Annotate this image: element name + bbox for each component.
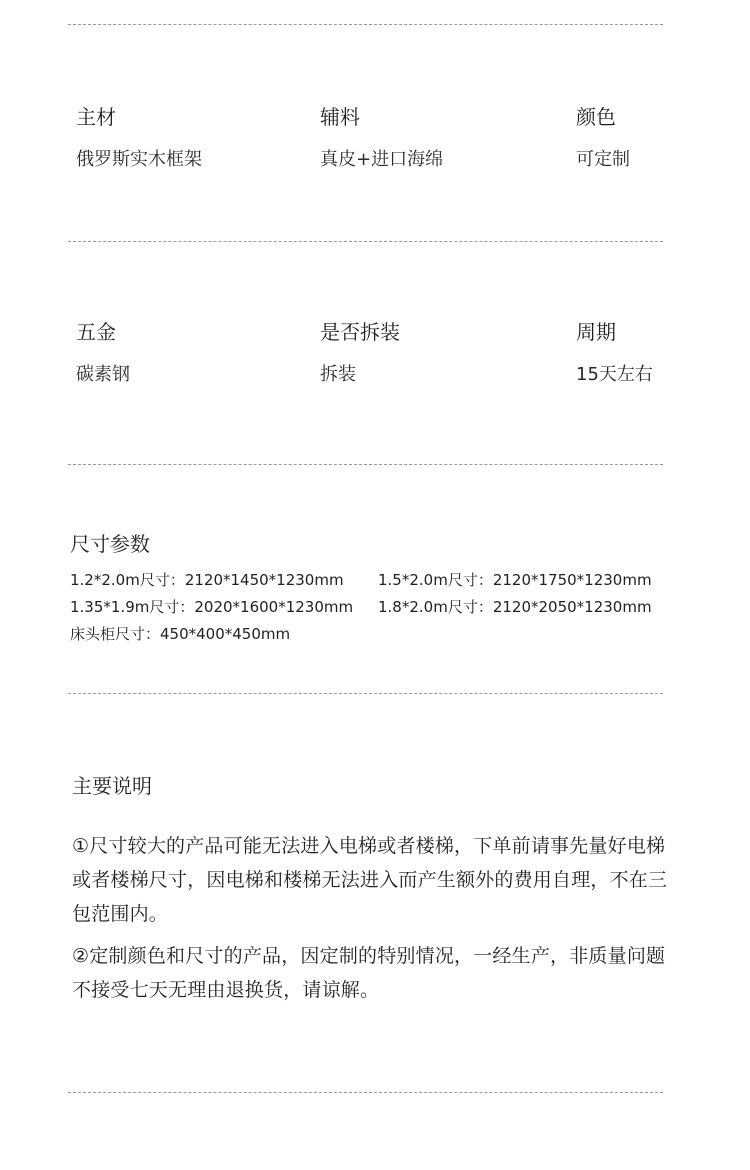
size-bed-1-2: 1.2*2.0m尺寸：2120*1450*1230mm bbox=[70, 571, 344, 589]
disassembly-label: 是否拆装 bbox=[320, 320, 400, 344]
notes-section bbox=[72, 772, 672, 1007]
divider-2 bbox=[68, 464, 663, 465]
hardware-label: 五金 bbox=[76, 320, 116, 344]
size-params-grid bbox=[70, 567, 670, 648]
auxiliary-value: 真皮+进口海绵 bbox=[320, 149, 444, 170]
size-bed-1-8: 1.8*2.0m尺寸：2120*2050*1230mm bbox=[378, 598, 652, 616]
hardware-value: 碳素钢 bbox=[76, 364, 130, 385]
color-value: 可定制 bbox=[576, 149, 630, 170]
divider-1 bbox=[68, 241, 663, 242]
spec-auxiliary bbox=[320, 103, 443, 173]
size-bed-1-35: 1.35*1.9m尺寸：2020*1600*1230mm bbox=[70, 598, 354, 616]
spec-material bbox=[76, 103, 202, 173]
divider-top bbox=[68, 24, 663, 25]
spec-cycle bbox=[576, 318, 653, 388]
note-paragraph-2: ②定制颜色和尺寸的产品，因定制的特别情况，一经生产，非质量问题不接受七天无理由退换货，请谅解。 bbox=[72, 945, 666, 1001]
note-paragraph-1: ①尺寸较大的产品可能无法进入电梯或者楼梯，下单前请事先量好电梯或者楼梯尺寸，因电梯和楼梯无法进入而产生额外的费用自理，不在三包范围内。 bbox=[72, 835, 668, 925]
size-params-title: 尺寸参数 bbox=[70, 532, 150, 556]
disassembly-value: 拆装 bbox=[320, 364, 356, 385]
auxiliary-label: 辅料 bbox=[320, 105, 360, 129]
color-label: 颜色 bbox=[576, 105, 616, 129]
size-params-section bbox=[70, 530, 670, 648]
material-label: 主材 bbox=[76, 105, 116, 129]
size-row bbox=[70, 594, 670, 621]
size-row bbox=[70, 621, 670, 648]
size-nightstand: 床头柜尺寸：450*400*450mm bbox=[70, 625, 291, 643]
cycle-label: 周期 bbox=[576, 320, 616, 344]
spec-color bbox=[576, 103, 630, 173]
size-row bbox=[70, 567, 670, 594]
divider-bottom bbox=[68, 1092, 663, 1093]
divider-3 bbox=[68, 693, 663, 694]
spec-hardware bbox=[76, 318, 130, 388]
material-value: 俄罗斯实木框架 bbox=[76, 149, 202, 170]
cycle-value: 15天左右 bbox=[576, 364, 653, 385]
size-bed-1-5: 1.5*2.0m尺寸：2120*1750*1230mm bbox=[378, 571, 652, 589]
spec-disassembly bbox=[320, 318, 400, 388]
notes-title: 主要说明 bbox=[72, 774, 152, 798]
